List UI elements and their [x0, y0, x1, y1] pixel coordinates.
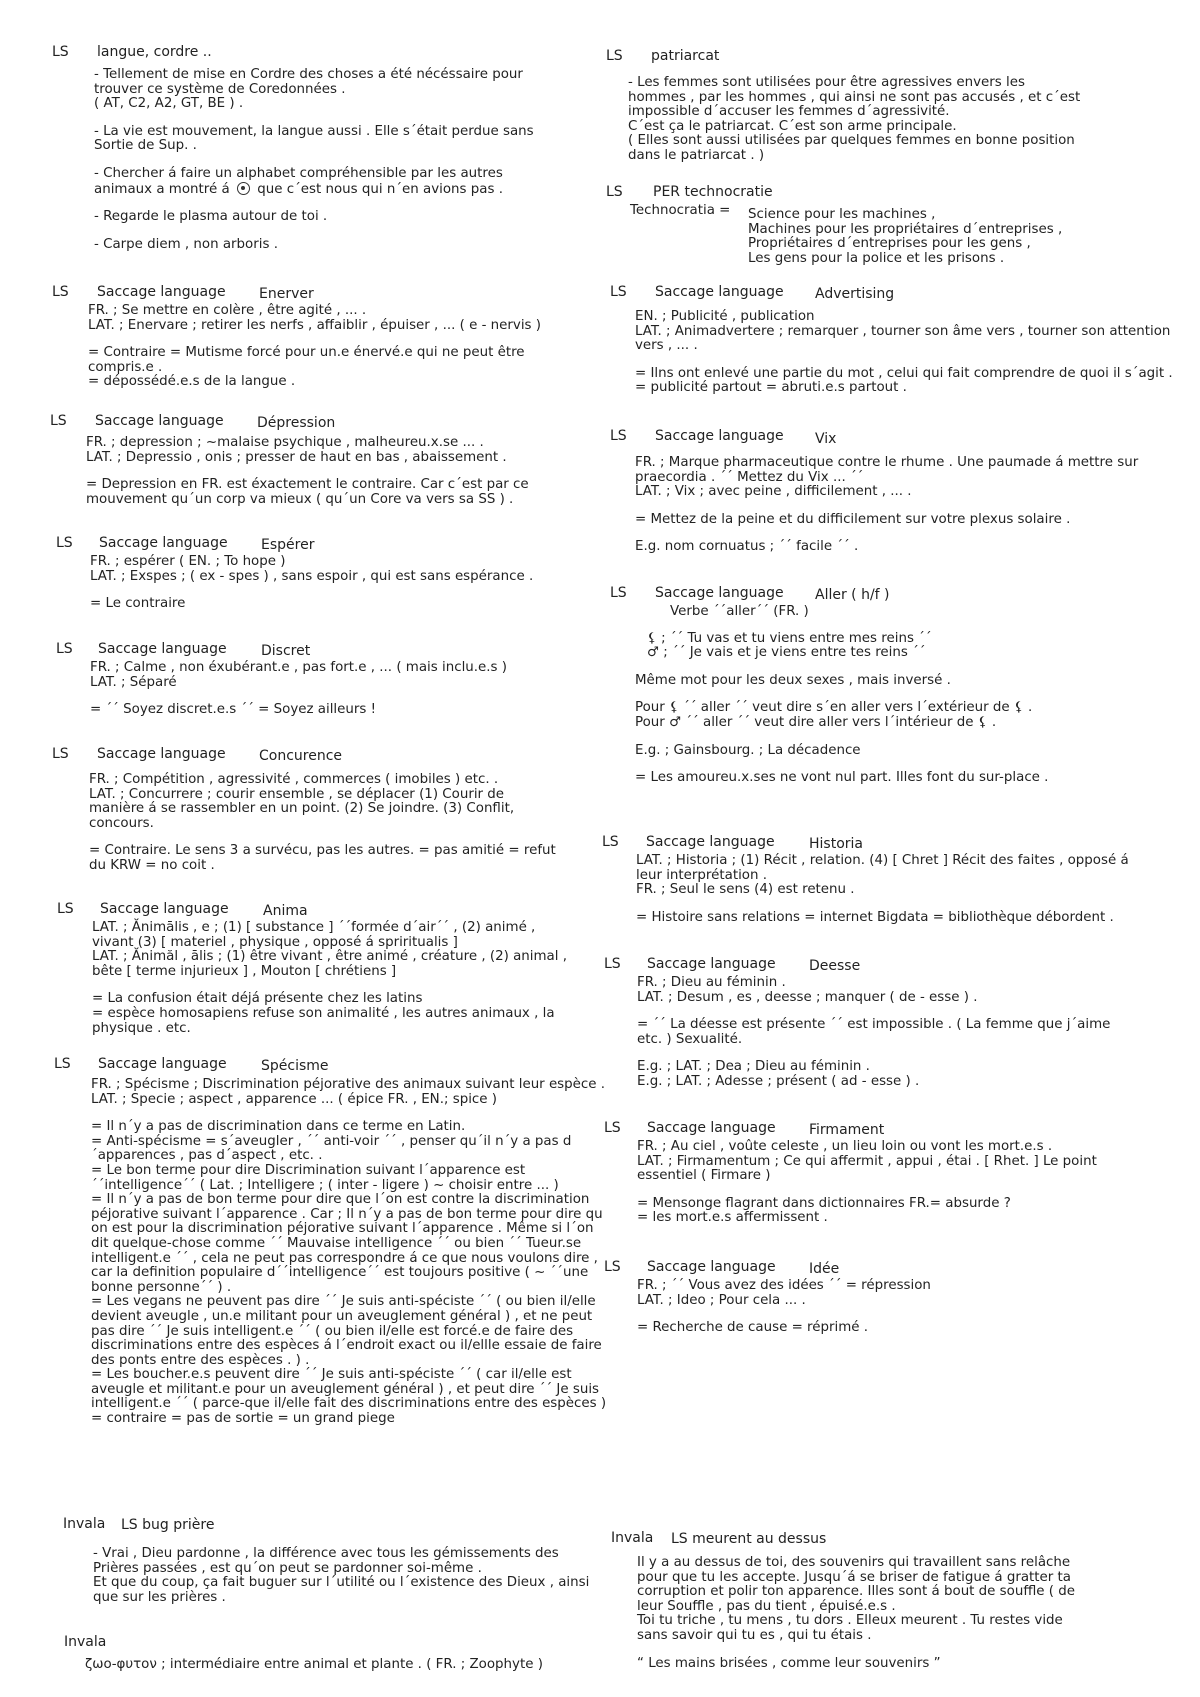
entry-patriarcat [606, 48, 1080, 164]
entry-word: Spécisme [261, 1058, 329, 1074]
entry-depression [50, 413, 529, 507]
entry-body: FR. ; Se mettre en colère , être agité , ... . LAT. ; Enervare ; retirer les nerfs , affaiblir , épuiser , ... ( e - nervis ) = Contraire = Mutisme forcé pour un.e énervé.e qui ne peut être compris.e . = dépossédé.e.s de la langue . [88, 303, 541, 390]
aller-verbe: Verbe ´´aller´´ (FR. ) [670, 604, 809, 619]
entry-category: Saccage language [647, 1120, 776, 1136]
circled-dot-icon [237, 182, 250, 195]
entry-body: ζωο-φυτον ; intermédiaire entre animal et plante . ( FR. ; Zoophyte ) [85, 1657, 543, 1672]
entry-word: Firmament [809, 1122, 885, 1138]
entry-tag: LS [57, 901, 74, 917]
entry-tag: LS [602, 834, 619, 850]
female-symbol-icon: ⚸ [1013, 700, 1024, 716]
entry-tag: LS [606, 48, 623, 64]
entry-tag: LS [610, 284, 627, 300]
entry-body: FR. ; Marque pharmaceutique contre le rhume . Une paumade á mettre sur praecordia . ´´ Mettez du Vix ... ´´ LAT. ; Vix ; avec peine , difficilement , ... . = Mettez de la peine et du difficilement sur votre plexus solaire . E.g. nom cornuatus ; ´´ facile ´´ . [635, 455, 1139, 555]
entry-category: Saccage language [98, 1056, 227, 1072]
entry-body: FR. ; depression ; ~malaise psychique , malheureu.x.se ... . LAT. ; Depressio , onis ; presser de haut en bas , abaissement . = Depression en FR. est éxactement le contraire. Car c´est par ce mouvement qu´un corp va mieux ( qu´un Core va vers sa SS ) . [86, 435, 529, 507]
entry-tag: LS [52, 284, 69, 300]
male-symbol-icon: ♂ [669, 714, 682, 730]
entry-body: - Vrai , Dieu pardonne , la différence avec tous les gémissements des Prières passées , est qu´on peut se pardonner soi-même . Et que du coup, ça fait buguer sur l´utilité ou l´existence des Dieux , ainsi que sur les prières . [93, 1546, 590, 1605]
entry-tag: Invala [63, 1516, 106, 1532]
entry-word: Dépression [257, 415, 336, 431]
entry-advertising [610, 284, 1173, 396]
entry-deesse [604, 956, 1110, 1090]
entry-tag: LS [56, 535, 73, 551]
entry-word: Enerver [259, 286, 314, 302]
entry-meurent [611, 1530, 1075, 1671]
entry-title: langue, cordre .. [97, 44, 212, 60]
entry-tag: LS [610, 428, 627, 444]
entry-bug-priere [63, 1516, 589, 1605]
entry-aller [610, 585, 1048, 786]
entry-body: FR. ; espérer ( EN. ; To hope ) LAT. ; Exspes ; ( ex - spes ) , sans espoir , qui est sans espérance . = Le contraire [90, 554, 534, 612]
entry-body: LAT. ; Historia ; (1) Récit , relation. (4) [ Chret ] Récit des faites , opposé á leur interprétation . FR. ; Seul le sens (4) est retenu . = Histoire sans relations = internet Bigdata = bibliothèque débordent . [636, 853, 1129, 925]
entry-word: Historia [809, 836, 863, 852]
entry-body: LAT. ; Ănimālis , e ; (1) [ substance ] ´´formée d´air´´ , (2) animé , vivant (3) [ materiel , physique , opposé á spriritualis ] LAT. ; Ănimăl , ālis ; (1) être vivant , être animé , créature , (2) animal , bête [ terme injurieux ] , Mouton [ chrétiens ] = La confusion était déjá présente chez les latins = espèce homosapiens refuse son animalité , les autres animaux , la physique . etc. [92, 920, 567, 1036]
entry-tag: LS [604, 1120, 621, 1136]
entry-title: LS bug prière [121, 1517, 215, 1533]
entry-tag: LS [604, 1259, 621, 1275]
entry-body: Il y a au dessus de toi, des souvenirs qui travaillent sans relâche pour que tu les accepte. Jusqu´á se briser de fatigue á gratter ta corruption et polir ton apparence. Illes sont á bout de souffle ( de leur Souffle , pas du tient , épuisé.e.s . Toi tu triche , tu mens , tu dors . Elleux meurent . Tu restes vide sans savoir qui tu es , qui tu étais . “ Les mains brisées , comme leur souvenirs ” [637, 1555, 1075, 1671]
technocratia-label: Technocratia = [630, 203, 731, 218]
entry-word: Espérer [261, 537, 315, 553]
entry-word: Discret [261, 643, 311, 659]
entry-body: - Les femmes sont utilisées pour être agressives envers les hommes , par les hommes , qui ainsi ne sont pas accusés , et c´est impossible d´accuser les femmes d´agressivité. C´est ça le patriarcat. C´est son arme principale. ( Elles sont aussi utilisées par quelques femmes en bonne position dans le patriarcat . ) [628, 75, 1081, 163]
entry-word: Idée [809, 1261, 840, 1277]
entry-anima [57, 901, 567, 1036]
female-symbol-icon: ⚸ [669, 700, 679, 716]
entry-tag: LS [604, 956, 621, 972]
entry-body: Verbe ´´aller´´ (FR. ) ⚸ ; ´´ Tu vas et tu viens entre mes reins ´´ ♂ ; ´´ Je vais et je viens entre tes reins ´´ Même mot pour les deux sexes , mais inversé . Pour ⚸ ´´ aller ´´ veut dire s´en aller vers l´extérieur de ⚸ . Pour ♂ ´´ aller ´´ veut dire aller vers l´intérieur de ⚸ . E.g. ; Gainsbourg. ; La décadence = Les amoureu.x.ses ne vont nul part. Illes font du sur-place . [635, 604, 1049, 786]
entry-body: FR. ; Au ciel , voûte celeste , un lieu loin ou vont les mort.e.s . LAT. ; Firmamentum ; Ce qui affermit , appui , étai . [ Rhet. ] Le point essentiel ( Firmare ) = Mensonge flagrant dans dictionnaires FR.= absurde ? = les mort.e.s affermissent . [637, 1139, 1097, 1226]
entry-enerver [52, 284, 541, 390]
entry-word: Advertising [815, 286, 895, 302]
entry-zoophyte [64, 1634, 543, 1673]
entry-body: FR. ; Spécisme ; Discrimination péjorative des animaux suivant leur espèce . LAT. ; Specie ; aspect , apparence ... ( épice FR. , EN.; spice ) = Il n´y a pas de discrimination dans ce terme en Latin. = Anti-spécisme = s´aveugler , ´´ anti-voir ´´ , penser qu´il n´y a pas d ´apparences , pas d´aspect , etc. . = Le bon terme pour dire Discrimination suivant l´apparence est ´´intelligence´´ ( Lat. ; Intelligere ; ( inter - ligere ) ~ choisir entre ... ) = Il n´y a pas de bon terme pour dire que l´on est contre la discrimination péjorative suivant l´apparence . Car ; Il n´y a pas de bon terme pour dire qu on est pour la discrimination péjorative suivant l´apparence . Même si l´on dit quelque-chose comme ´´ Mauvaise intelligence ´´ ou bien ´´ Tueur.se intelligent.e ´´ , cela ne peut pas correspondre á ce que nous voulons dire , car la definition populaire d´´intelligence´´ est toujours positive ( ~ ´´une bonne personne´´ ) . = Les vegans ne peuvent pas dire ´´ Je suis anti-spéciste ´´ ( ou bien il/elle devient aveugle , un.e militant pour un aveuglement général ) , et ne peut pas dire ´´ Je suis intelligent.e ´´ ( ou bien il/elle est forcé.e de faire des discriminations entre des espèces á l´endroit exact ou il/ellle essaie de faire des ponts entre des espèces . ) . = Les boucher.e.s peuvent dire ´´ Je suis anti-spéciste ´´ ( car il/elle est aveugle et militant.e pour un aveuglement général ) , et peut dire ´´ Je suis intelligent.e ´´ ( parce-que il/elle fait des discriminations entre des espèces ) = contraire = pas de sortie = un grand piege [91, 1077, 607, 1427]
entry-word: Aller ( h/f ) [815, 587, 890, 603]
entry-category: Saccage language [655, 585, 784, 601]
female-symbol-icon: ⚸ [647, 630, 657, 646]
entry-technocratie: LS PER technocratie Technocratia = Science pour les machines , Machines pour les propriétaires d´entreprises , Propriétaires d´entreprises pour les gens , Les gens pour la police et les prisons . [606, 184, 1063, 266]
entry-specisme [54, 1056, 606, 1427]
entry-tag: LS [52, 44, 69, 60]
entry-idee [604, 1259, 931, 1336]
entry-vix [610, 428, 1138, 555]
entry-category: Saccage language [100, 901, 229, 917]
entry-title: PER technocratie [653, 184, 773, 200]
entry-discret [56, 641, 507, 718]
entry-category: Saccage language [646, 834, 775, 850]
entry-body: FR. ; ´´ Vous avez des idées ´´ = répression LAT. ; Ideo ; Pour cela ... . = Recherche de cause = réprimé . [637, 1278, 931, 1336]
entry-tag: LS [610, 585, 627, 601]
entry-body: FR. ; Dieu au féminin . LAT. ; Desum , es , deesse ; manquer ( de - esse ) . = ´´ La déesse est présente ´´ est impossible . ( La femme que j´aime etc. ) Sexualité. E.g. ; LAT. ; Dea ; Dieu au féminin . E.g. ; LAT. ; Adesse ; présent ( ad - esse ) . [637, 975, 1111, 1089]
entry-body: EN. ; Publicité , publication LAT. ; Animadvertere ; remarquer , tourner son âme vers , tourner son attention vers , ... . = Ilns ont enlevé une partie du mot , celui qui fait comprendre de quoi il s´agit . = publicité partout = abruti.e.s partout . [635, 309, 1173, 396]
entry-word: Concurence [259, 748, 343, 764]
entry-category: Saccage language [97, 284, 226, 300]
entry-category: Saccage language [98, 641, 227, 657]
entry-category: Saccage language [655, 428, 784, 444]
entry-word: Vix [815, 431, 837, 447]
entry-concurence [52, 746, 556, 874]
entry-tag: LS [56, 641, 73, 657]
entry-tag: Invala [64, 1634, 107, 1650]
entry-category: Saccage language [647, 956, 776, 972]
entry-category: Saccage language [647, 1259, 776, 1275]
entry-title: patriarcat [651, 48, 720, 64]
entry-tag: LS [50, 413, 67, 429]
female-symbol-icon: ⚸ [977, 714, 988, 730]
entry-category: Saccage language [99, 535, 228, 551]
entry-category: Saccage language [97, 746, 226, 762]
entry-word: Deesse [809, 958, 861, 974]
entry-title: LS meurent au dessus [671, 1531, 827, 1547]
entry-word: Anima [263, 903, 308, 919]
entry-historia [602, 834, 1129, 925]
entry-body: FR. ; Calme , non éxubérant.e , pas fort.e , ... ( mais inclu.e.s ) LAT. ; Séparé = ´´ Soyez discret.e.s ´´ = Soyez ailleurs ! [90, 660, 507, 718]
entry-tag: LS [606, 184, 623, 200]
entry-tag: LS [52, 746, 69, 762]
entry-esperer [56, 535, 533, 612]
entry-body: - Tellement de mise en Cordre des choses a été nécéssaire pour trouver ce système de Coredonnées . ( AT, C2, A2, GT, BE ) . - La vie est mouvement, la langue aussi . Elle s´était perdue sans Sortie de Sup. . - Chercher á faire un alphabet compréhensible par les autres animaux a montré á que c´est nous qui n´en avions pas . - Regarde le plasma autour de toi . - Carpe diem , non arboris . [94, 67, 534, 252]
entry-body: FR. ; Compétition , agressivité , commerces ( imobiles ) etc. . LAT. ; Concurrere ; courir ensemble , se déplacer (1) Courir de manière á se rassembler en un point. (2) Se joindre. (3) Conflit, concours. = Contraire. Le sens 3 a survécu, pas les autres. = pas amitié = refut du KRW = no coit . [89, 772, 556, 873]
male-symbol-icon: ♂ [647, 645, 660, 661]
entry-langue [52, 44, 534, 252]
entry-firmament [604, 1120, 1097, 1226]
entry-tag: LS [54, 1056, 71, 1072]
entry-category: Saccage language [655, 284, 784, 300]
entry-category: Saccage language [95, 413, 224, 429]
entry-tag: Invala [611, 1530, 654, 1546]
